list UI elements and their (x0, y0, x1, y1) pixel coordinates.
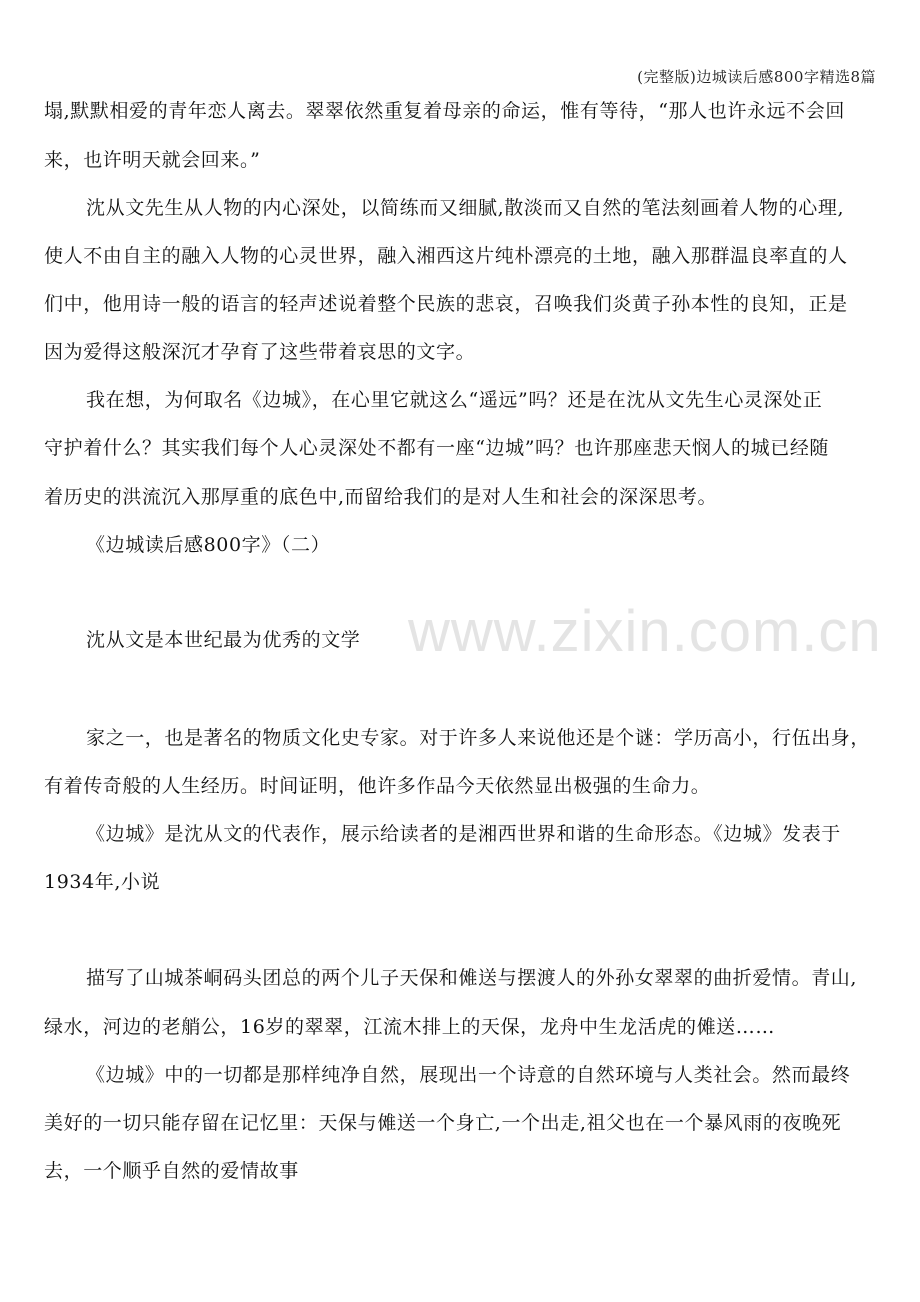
text-line: 使人不由自主的融入人物的心灵世界，融入湘西这片纯朴漂亮的土地，融入那群温良率直的人 (44, 245, 848, 267)
text-line: 塌,默默相爱的青年恋人离去。翠翠依然重复着母亲的命运，惟有等待，“那人也许永远不会回 (44, 100, 845, 122)
text-line: 有着传奇般的人生经历。时间证明，他许多作品今天依然显出极强的生命力。 (44, 775, 711, 797)
text-line: 守护着什么？其实我们每个人心灵深处不都有一座“边城”吗？也许那座悲天悯人的城已经随 (44, 437, 830, 459)
text-line: 1934年,小说 (44, 871, 161, 893)
text-line: 去，一个顺乎自然的爱情故事 (44, 1160, 299, 1182)
text-line: 《边城》是沈从文的代表作，展示给读者的是湘西世界和谐的生命形态。《边城》发表于 (86, 823, 841, 845)
text-line: 描写了山城茶峒码头团总的两个儿子天保和傩送与摆渡人的外孙女翠翠的曲折爱情。青山, (86, 967, 858, 989)
text-line: 沈从文先生从人物的内心深处，以简练而又细腻,散淡而又自然的笔法刻画着人物的心理, (86, 197, 845, 219)
text-line: 绿水，河边的老艄公，16岁的翠翠，江流木排上的天保，龙舟中生龙活虎的傩送…… (44, 1016, 775, 1038)
text-line: 我在想，为何取名《边城》，在心里它就这么“遥远”吗？还是在沈从文先生心灵深处正 (86, 389, 823, 411)
text-line: 家之一，也是著名的物质文化史专家。对于许多人来说他还是个谜：学历高小，行伍出身， (86, 727, 871, 749)
text-line: 因为爱得这般深沉才孕育了这些带着哀思的文字。 (44, 341, 476, 363)
text-line: 着历史的洪流沉入那厚重的底色中,而留给我们的是对人生和社会的深深思考。 (44, 486, 718, 508)
text-line: 《边城》中的一切都是那样纯净自然，展现出一个诗意的自然环境与人类社会。然而最终 (86, 1064, 851, 1086)
page-header: (完整版)边城读后感800字精选8篇 (637, 68, 876, 86)
watermark: www.zixin.com.cn (408, 599, 882, 664)
text-line: 沈从文是本世纪最为优秀的文学 (86, 629, 361, 651)
text-line: 美好的一切只能存留在记忆里：天保与傩送一个身亡,一个出走,祖父也在一个暴风雨的夜晚死 (44, 1112, 842, 1134)
section-heading: 《边城读后感800字》（二） (86, 534, 331, 556)
text-line: 来，也许明天就会回来。” (44, 149, 261, 171)
text-line: 们中，他用诗一般的语言的轻声述说着整个民族的悲哀，召唤我们炎黄子孙本性的良知，正是 (44, 293, 848, 315)
